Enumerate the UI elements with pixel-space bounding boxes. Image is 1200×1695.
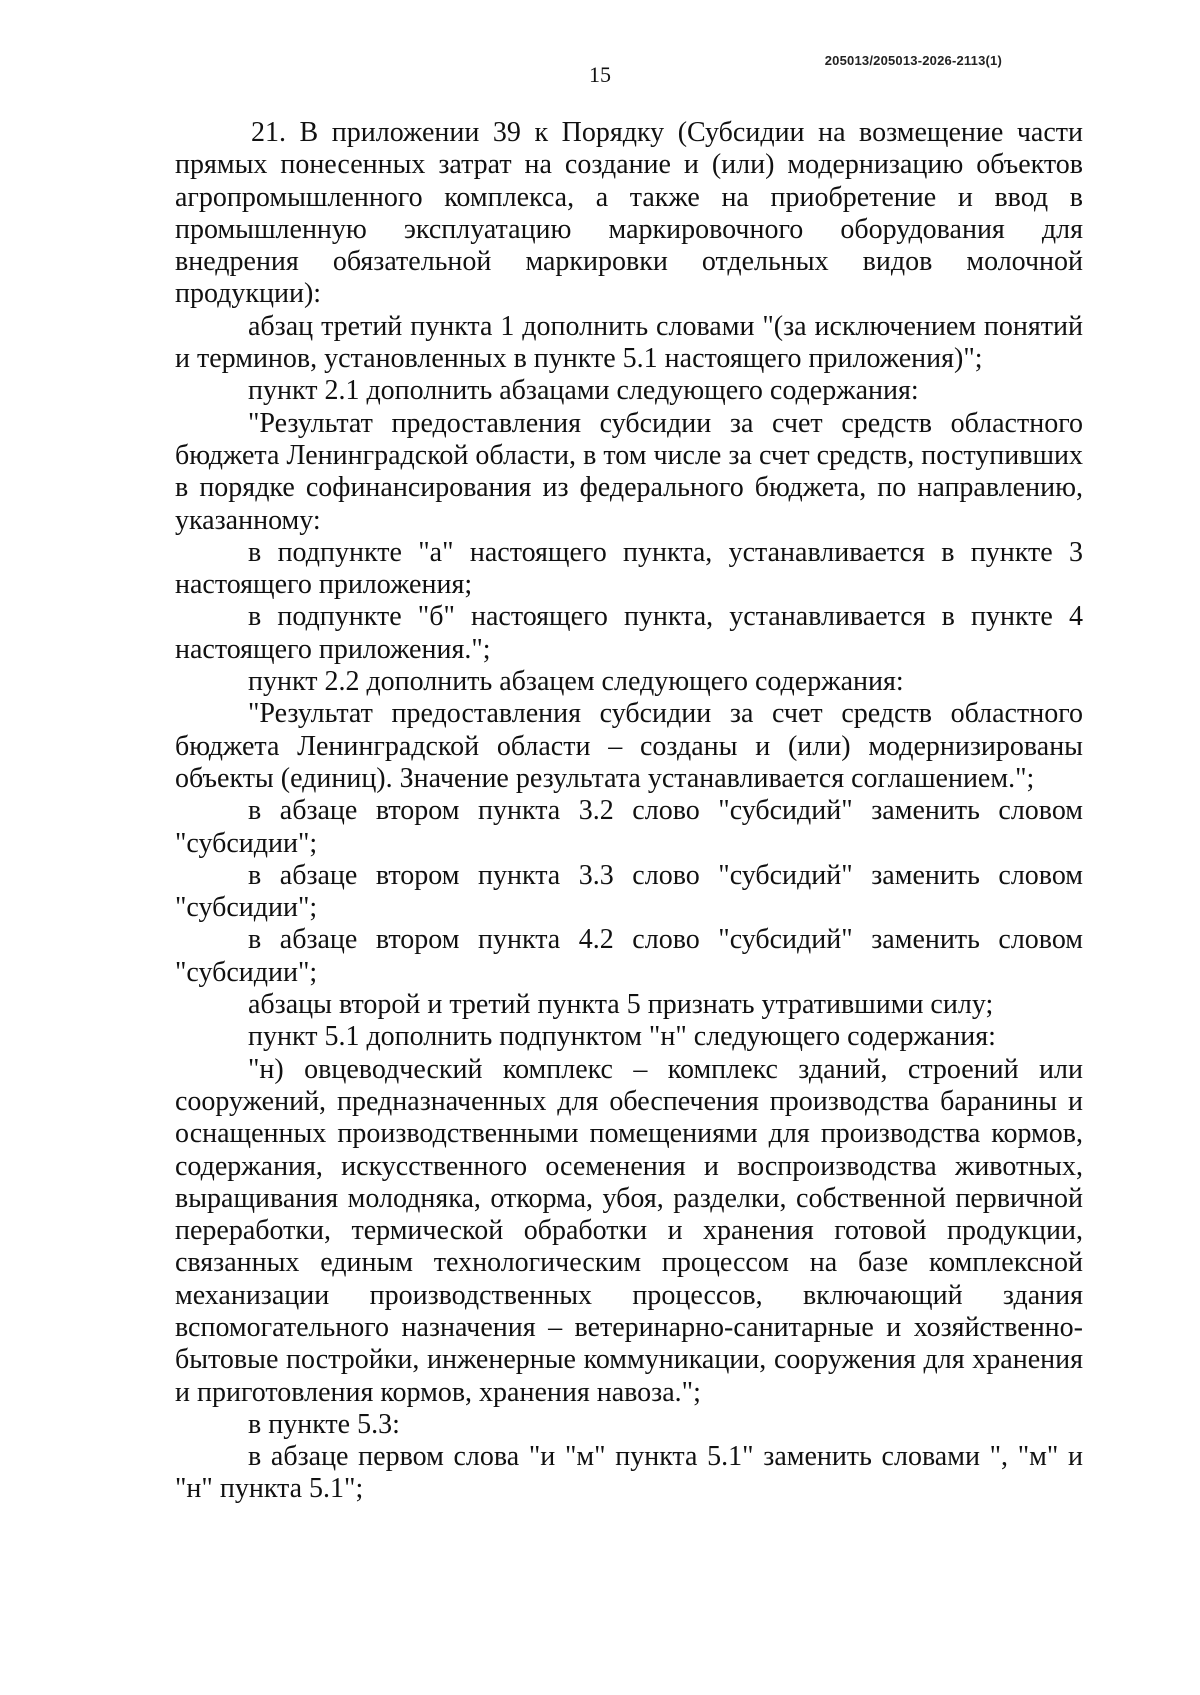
paragraph-punkt-3-3: в абзаце втором пункта 3.3 слово "субсидий" заменить словом "субсидии"; xyxy=(175,859,1083,924)
paragraph-punkt-4-2: в абзаце втором пункта 4.2 слово "субсидий" заменить словом "субсидии"; xyxy=(175,924,1083,988)
paragraph-abzac-tretiy: абзац третий пункта 1 дополнить словами "(за исключением понятий и терминов, установленных в пункте 5.1 настоящего приложения)"; xyxy=(175,310,1083,375)
document-body xyxy=(175,117,1083,1506)
paragraph-subpunkt-a: в подпункте "а" настоящего пункта, устанавливается в пункте 3 настоящего приложения; xyxy=(175,536,1083,601)
paragraph-punkt-5-3: в пункте 5.3: xyxy=(248,1408,400,1440)
paragraph-punkt-5: абзацы второй и третий пункта 5 признать утратившими силу; xyxy=(248,989,994,1021)
paragraph-abzac-perviy: в абзаце первом слова "и "м" пункта 5.1" заменить словами ", "м" и "н" пункта 5.1"; xyxy=(175,1441,1083,1505)
paragraph-result-2-1: "Результат предоставления субсидии за счет средств областного бюджета Ленинградской области, в том числе за счет средств, поступивших в порядке софинансирования из федерального бюджета, по направлению, указанному: xyxy=(175,407,1083,536)
paragraph-punkt-3-2: в абзаце втором пункта 3.2 слово "субсидий" заменить словом "субсидии"; xyxy=(175,795,1083,859)
paragraph-punkt-2-2: пункт 2.2 дополнить абзацем следующего содержания: xyxy=(248,666,904,698)
document-id: 205013/205013-2026-2113(1) xyxy=(824,53,1002,68)
paragraph-subpunkt-n: "н) овцеводческий комплекс – комплекс зданий, строений или сооружений, предназначенных для обеспечения производства баранины и оснащенных производственными помещениями для производства кормов, содержания, искусственного осеменения и воспроизводства животных, выращивания молодняка, откорма, убоя, разделки, собственной первичной переработки, термической обработки и хранения готовой продукции, связанных единым технологическим процессом на базе комплексной механизации производственных процессов, включающий здания вспомогательного назначения – ветеринарно-санитарные и хозяйственно-бытовые постройки, инженерные коммуникации, сооружения для хранения и приготовления кормов, хранения навоза."; xyxy=(175,1053,1083,1408)
paragraph-subpunkt-b: в подпункте "б" настоящего пункта, устанавливается в пункте 4 настоящего приложения."; xyxy=(175,601,1083,665)
paragraph-punkt-2-1: пункт 2.1 дополнить абзацами следующего содержания: xyxy=(248,375,919,407)
paragraph-punkt-5-1: пункт 5.1 дополнить подпунктом "н" следующего содержания: xyxy=(248,1021,996,1053)
paragraph-item-21: 21. В приложении 39 к Порядку (Субсидии на возмещение части прямых понесенных затрат на создание и (или) модернизацию объектов агропромышленного комплекса, а также на приобретение и ввод в промышленную эксплуатацию маркировочного оборудования для внедрения обязательной маркировки отдельных видов молочной продукции): xyxy=(175,117,1083,310)
page-number: 15 xyxy=(589,62,611,87)
paragraph-result-2-2: "Результат предоставления субсидии за счет средств областного бюджета Ленинградской области – созданы и (или) модернизированы объекты (единиц). Значение результата устанавливается соглашением."; xyxy=(175,698,1083,794)
